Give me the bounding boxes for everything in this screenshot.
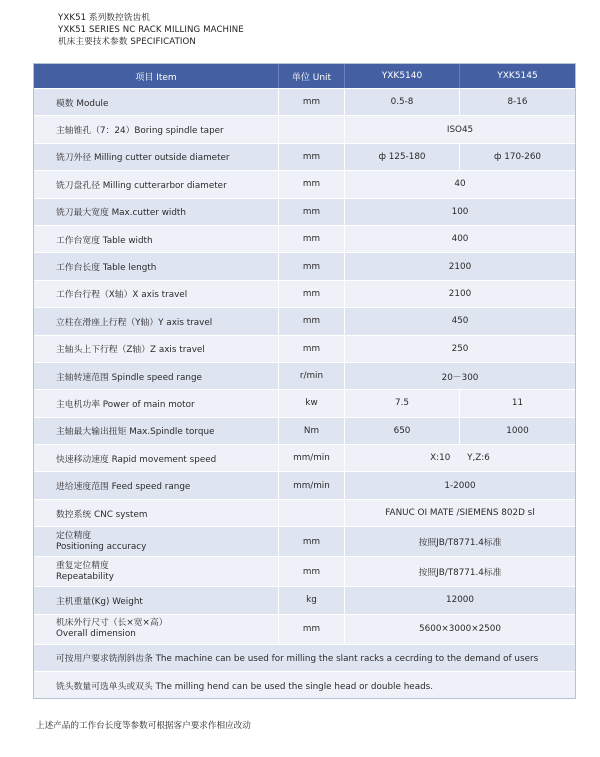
- spec-value-shared: 按照JB/T8771.4标准: [344, 557, 575, 586]
- table-row: [34, 252, 575, 279]
- spec-unit: mm: [278, 336, 344, 362]
- spec-item: 主轴转速范围 Spindle speed range: [56, 372, 202, 383]
- spec-item: 数控系统 CNC system: [56, 509, 148, 520]
- spec-item: [34, 615, 278, 644]
- table-row: [34, 170, 575, 197]
- spec-item: 铣刀外径 Milling cutter outside diameter: [56, 153, 230, 164]
- spec-value-yxk5145: 11: [459, 390, 575, 416]
- spec-unit: r/min: [278, 363, 344, 389]
- note-slant-racks: 可按用户要求铣削斜齿条 The machine can be used for milling the slant racks a cecrding to the demand of users: [56, 654, 539, 665]
- footer-note: 上述产品的工作台长度等参数可根据客户要求作相应改动: [36, 721, 251, 731]
- table-row: [34, 499, 575, 526]
- spec-item-en: Positioning accuracy: [56, 541, 147, 552]
- spec-unit: mm: [278, 527, 344, 556]
- spec-item-cn: 机床外行尺寸（长×宽×高）: [56, 618, 168, 629]
- table-row: [34, 526, 575, 556]
- spec-unit: mm/min: [278, 445, 344, 471]
- spec-value-yxk5145: ф 170-260: [459, 144, 575, 170]
- table-row: [34, 586, 575, 613]
- col-header-yxk5140: YXK5140: [344, 64, 459, 88]
- spec-item-cn: 定位精度: [56, 530, 92, 541]
- spec-value-shared: 2100: [344, 253, 575, 279]
- table-row: [34, 225, 575, 252]
- table-header-row: [34, 64, 575, 88]
- spec-value-shared: 5600×3000×2500: [344, 615, 575, 644]
- spec-unit: kw: [278, 390, 344, 416]
- spec-item: 工作台行程（X轴）X axis travel: [56, 290, 188, 301]
- spec-unit: kg: [278, 587, 344, 613]
- spec-unit: mm: [278, 253, 344, 279]
- spec-unit: mm: [278, 89, 344, 115]
- spec-item: 工作台长度 Table length: [56, 263, 157, 274]
- spec-value-shared: 12000: [344, 587, 575, 613]
- spec-unit: mm/min: [278, 472, 344, 498]
- spec-item: 主轴头上下行程（Z轴）Z axis travel: [56, 345, 205, 356]
- spec-value-shared: X:10 Y,Z:6: [344, 445, 575, 471]
- spec-unit: mm: [278, 615, 344, 644]
- spec-item: 铣刀盘孔径 Milling cutterarbor diameter: [56, 180, 227, 191]
- spec-value-yxk5145: 1000: [459, 418, 575, 444]
- spec-item: [34, 527, 278, 556]
- table-row: [34, 444, 575, 471]
- spec-value-shared: 2100: [344, 281, 575, 307]
- table-row: [34, 307, 575, 334]
- spec-value-shared: 1-2000: [344, 472, 575, 498]
- spec-item: 快速移动速度 Rapid movement speed: [56, 454, 217, 465]
- table-row: [34, 614, 575, 644]
- spec-value-yxk5140: ф 125-180: [344, 144, 459, 170]
- table-row: [34, 335, 575, 362]
- spec-unit: mm: [278, 171, 344, 197]
- header-series-en: YXK51 SERIES NC RACK MILLING MACHINE: [58, 25, 244, 35]
- spec-item: [34, 557, 278, 586]
- table-row: [34, 471, 575, 498]
- spec-item: 主机重量(Kg) Weight: [56, 596, 143, 607]
- spec-unit: Nm: [278, 418, 344, 444]
- spec-item: 主电机功率 Power of main motor: [56, 399, 195, 410]
- spec-unit: [278, 500, 344, 526]
- col-header-yxk5145: YXK5145: [459, 64, 575, 88]
- header-spec-title: 机床主要技术参数 SPECIFICATION: [58, 37, 196, 47]
- spec-unit: mm: [278, 281, 344, 307]
- table-note-row: [34, 671, 575, 698]
- spec-value-shared: 450: [344, 308, 575, 334]
- spec-value-shared: 250: [344, 336, 575, 362]
- spec-unit: mm: [278, 226, 344, 252]
- spec-value-yxk5140: 7.5: [344, 390, 459, 416]
- document-header: [58, 12, 244, 48]
- spec-item: 模数 Module: [56, 98, 109, 109]
- spec-value-shared: 40: [344, 171, 575, 197]
- col-header-unit: 单位 Unit: [278, 64, 344, 88]
- spec-value-yxk5140: 650: [344, 418, 459, 444]
- note-milling-heads: 铣头数量可选单头或双头 The milling hend can be used the single head or double heads.: [56, 681, 434, 692]
- spec-unit: mm: [278, 308, 344, 334]
- spec-item: 主轴最大输出扭矩 Max.Spindle torque: [56, 427, 215, 438]
- table-row: [34, 556, 575, 586]
- spec-unit: [278, 116, 344, 142]
- spec-value-shared: 20－300: [344, 363, 575, 389]
- spec-item-en: Repeatability: [56, 571, 114, 582]
- col-header-item: 项目 Item: [135, 72, 177, 83]
- spec-unit: mm: [278, 557, 344, 586]
- table-row: [34, 389, 575, 416]
- spec-value-shared: FANUC OI MATE /SIEMENS 802D sl: [344, 500, 575, 526]
- table-note-row: [34, 644, 575, 671]
- spec-table: [33, 63, 576, 699]
- spec-item: 主轴锥孔（7：24）Boring spindle taper: [56, 126, 224, 137]
- table-row: [34, 198, 575, 225]
- table-row: [34, 417, 575, 444]
- spec-value-yxk5145: 8-16: [459, 89, 575, 115]
- spec-value-shared: 按照JB/T8771.4标准: [344, 527, 575, 556]
- spec-item: 工作台宽度 Table width: [56, 235, 153, 246]
- spec-value-shared: 100: [344, 199, 575, 225]
- table-row: [34, 88, 575, 115]
- spec-value-shared: 400: [344, 226, 575, 252]
- table-row: [34, 362, 575, 389]
- spec-item-cn: 重复定位精度: [56, 560, 109, 571]
- spec-item: 立柱在滑座上行程（Y轴）Y axis travel: [56, 317, 213, 328]
- spec-value-yxk5140: 0.5-8: [344, 89, 459, 115]
- table-row: [34, 280, 575, 307]
- spec-item-en: Overall dimension: [56, 629, 136, 640]
- table-row: [34, 143, 575, 170]
- spec-value-shared: ISO45: [344, 116, 575, 142]
- table-row: [34, 115, 575, 142]
- spec-item: 进给速度范围 Feed speed range: [56, 482, 191, 493]
- spec-unit: mm: [278, 199, 344, 225]
- spec-unit: mm: [278, 144, 344, 170]
- header-series-cn: YXK51 系列数控铣齿机: [58, 13, 150, 23]
- spec-item: 铣刀最大宽度 Max.cutter width: [56, 208, 186, 219]
